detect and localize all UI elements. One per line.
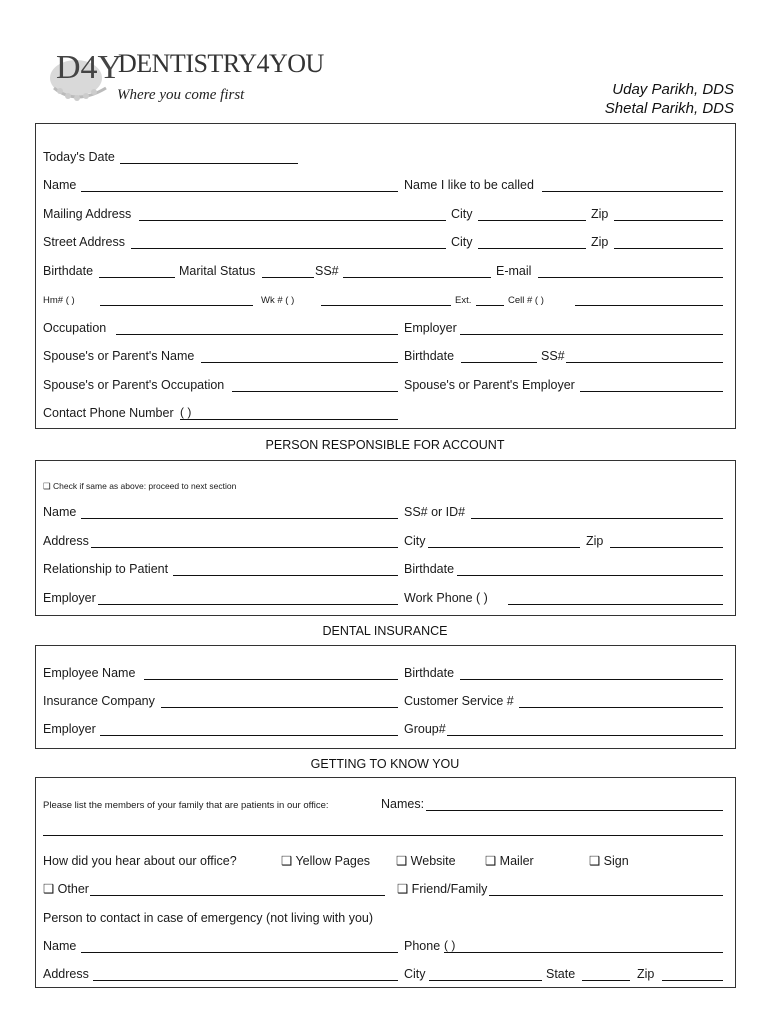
- marital-status-label: Marital Status: [179, 264, 256, 278]
- employer-field[interactable]: [460, 322, 723, 335]
- birthdate-label: Birthdate: [43, 264, 94, 278]
- family-members-label: Please list the members of your family that are patients in our office:: [43, 800, 329, 811]
- resp-birthdate-label: Birthdate: [404, 562, 455, 576]
- other-field[interactable]: [90, 883, 385, 896]
- street-zip-field[interactable]: [614, 236, 723, 249]
- hear-about-label: How did you hear about our office?: [43, 854, 237, 868]
- insurance-company-label: Insurance Company: [43, 694, 155, 708]
- friend-family-checkbox[interactable]: ❑ Friend/Family: [397, 882, 488, 896]
- logo-name: DENTISTRY4YOU: [118, 49, 324, 78]
- spouse-ss-label: SS#: [541, 349, 565, 363]
- email-label: E-mail: [496, 264, 532, 278]
- responsible-section: [35, 460, 736, 616]
- website-checkbox[interactable]: ❑ Website: [396, 854, 456, 868]
- spouse-employer-label: Spouse's or Parent's Employer: [404, 378, 575, 392]
- todays-date-label: Today's Date: [43, 150, 115, 164]
- mailing-zip-field[interactable]: [614, 208, 723, 221]
- street-city-field[interactable]: [478, 236, 586, 249]
- responsible-section-title: PERSON RESPONSIBLE FOR ACCOUNT: [265, 438, 505, 452]
- spouse-employer-field[interactable]: [580, 379, 723, 392]
- home-phone-label: Hm# ( ): [43, 295, 75, 306]
- emergency-state-field[interactable]: [582, 968, 630, 981]
- emergency-name-field[interactable]: [81, 940, 398, 953]
- resp-ss-label: SS# or ID#: [404, 505, 466, 519]
- other-checkbox[interactable]: ❑ Other: [43, 882, 89, 896]
- doctor-names: [605, 80, 734, 118]
- doctor-2: Shetal Parikh, DDS: [604, 100, 734, 117]
- emergency-zip-field[interactable]: [662, 968, 723, 981]
- friend-family-field[interactable]: [489, 883, 723, 896]
- ins-employer-field[interactable]: [100, 723, 398, 736]
- patient-info-section: [35, 123, 736, 429]
- name-field[interactable]: [81, 179, 398, 192]
- preferred-name-field[interactable]: [542, 179, 723, 192]
- insurance-section: [35, 645, 736, 749]
- group-field[interactable]: [447, 723, 723, 736]
- spouse-occupation-field[interactable]: [232, 379, 398, 392]
- customer-service-field[interactable]: [519, 695, 723, 708]
- resp-address-label: Address: [43, 534, 89, 548]
- preferred-name-label: Name I like to be called: [404, 178, 534, 192]
- work-phone-field[interactable]: [321, 293, 451, 306]
- emergency-address-field[interactable]: [93, 968, 398, 981]
- contact-phone-label: Contact Phone Number: [43, 406, 174, 420]
- mailing-address-field[interactable]: [139, 208, 446, 221]
- resp-zip-field[interactable]: [610, 535, 723, 548]
- resp-birthdate-field[interactable]: [457, 563, 723, 576]
- spouse-ss-field[interactable]: [566, 350, 723, 363]
- contact-phone-field[interactable]: [180, 407, 398, 420]
- mailer-checkbox[interactable]: ❑ Mailer: [485, 854, 534, 868]
- spouse-occupation-label: Spouse's or Parent's Occupation: [43, 378, 225, 392]
- doctor-1: Uday Parikh, DDS: [612, 81, 734, 98]
- todays-date-field[interactable]: [120, 151, 298, 164]
- emergency-address-label: Address: [43, 967, 89, 981]
- occupation-label: Occupation: [43, 321, 107, 335]
- resp-work-phone-label: Work Phone ( ): [404, 591, 488, 605]
- spouse-name-label: Spouse's or Parent's Name: [43, 349, 195, 363]
- resp-work-phone-field[interactable]: [508, 592, 723, 605]
- occupation-field[interactable]: [116, 322, 398, 335]
- group-label: Group#: [404, 722, 446, 736]
- emergency-zip-label: Zip: [637, 967, 655, 981]
- resp-name-field[interactable]: [81, 506, 398, 519]
- sign-checkbox[interactable]: ❑ Sign: [589, 854, 629, 868]
- know-you-section: [35, 777, 736, 988]
- spouse-birthdate-field[interactable]: [461, 350, 537, 363]
- resp-ss-field[interactable]: [471, 506, 723, 519]
- emergency-contact-label: Person to contact in case of emergency (not living with you): [43, 911, 374, 925]
- ss-label: SS#: [315, 264, 339, 278]
- employee-name-label: Employee Name: [43, 666, 136, 680]
- street-address-label: Street Address: [43, 235, 125, 249]
- ext-label: Ext.: [455, 295, 472, 306]
- emergency-city-label: City: [404, 967, 426, 981]
- names-label: Names:: [381, 797, 425, 811]
- cell-phone-label: Cell # ( ): [508, 295, 544, 306]
- emergency-phone-field[interactable]: [444, 940, 723, 953]
- street-zip-label: Zip: [591, 235, 609, 249]
- ins-birthdate-label: Birthdate: [404, 666, 455, 680]
- resp-address-field[interactable]: [91, 535, 398, 548]
- marital-status-field[interactable]: [262, 265, 314, 278]
- ext-field[interactable]: [476, 293, 504, 306]
- ss-field[interactable]: [343, 265, 491, 278]
- spouse-name-field[interactable]: [201, 350, 398, 363]
- resp-employer-label: Employer: [43, 591, 96, 605]
- customer-service-label: Customer Service #: [404, 694, 514, 708]
- emergency-name-label: Name: [43, 939, 77, 953]
- resp-zip-label: Zip: [586, 534, 604, 548]
- ins-birthdate-field[interactable]: [460, 667, 723, 680]
- logo-tagline: Where you come first: [117, 87, 245, 103]
- logo-mark: D4Y: [56, 49, 123, 86]
- employer-label: Employer: [404, 321, 457, 335]
- emergency-phone-paren: ( ): [444, 938, 456, 952]
- resp-employer-field[interactable]: [98, 592, 398, 605]
- dentistry4you-logo: [46, 36, 346, 116]
- insurance-company-field[interactable]: [161, 695, 398, 708]
- resp-city-label: City: [404, 534, 426, 548]
- insurance-section-title: DENTAL INSURANCE: [322, 624, 448, 638]
- home-phone-field[interactable]: [100, 293, 253, 306]
- mailing-zip-label: Zip: [591, 207, 609, 221]
- emergency-phone-label: Phone: [404, 939, 441, 953]
- family-names-field[interactable]: [426, 798, 723, 811]
- work-phone-label: Wk # ( ): [261, 295, 295, 306]
- emergency-state-label: State: [546, 967, 576, 981]
- relationship-field[interactable]: [173, 563, 398, 576]
- same-as-above-checkbox[interactable]: ❑ Check if same as above: proceed to next section: [43, 481, 237, 491]
- resp-name-label: Name: [43, 505, 77, 519]
- family-names-field-line2[interactable]: [43, 823, 723, 836]
- birthdate-field[interactable]: [99, 265, 175, 278]
- mailing-city-field[interactable]: [478, 208, 586, 221]
- employee-name-field[interactable]: [144, 667, 398, 680]
- ins-employer-label: Employer: [43, 722, 96, 736]
- email-field[interactable]: [538, 265, 723, 278]
- name-label: Name: [43, 178, 77, 192]
- street-city-label: City: [451, 235, 473, 249]
- know-you-section-title: GETTING TO KNOW YOU: [310, 757, 460, 771]
- resp-city-field[interactable]: [428, 535, 580, 548]
- cell-phone-field[interactable]: [575, 293, 723, 306]
- spouse-birthdate-label: Birthdate: [404, 349, 455, 363]
- mailing-city-label: City: [451, 207, 473, 221]
- mailing-address-label: Mailing Address: [43, 207, 132, 221]
- relationship-label: Relationship to Patient: [43, 562, 169, 576]
- emergency-city-field[interactable]: [429, 968, 542, 981]
- yellow-pages-checkbox[interactable]: ❑ Yellow Pages: [281, 854, 371, 868]
- contact-phone-paren: ( ): [180, 405, 192, 419]
- street-address-field[interactable]: [131, 236, 446, 249]
